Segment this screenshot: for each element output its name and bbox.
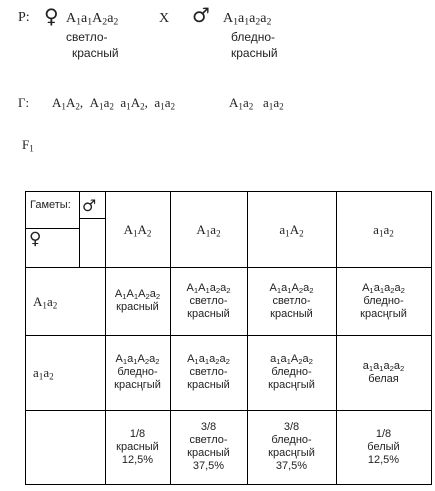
offspring-cell: [105, 335, 170, 410]
offspring-cell: [247, 335, 336, 410]
summary-percent: 37,5%: [192, 460, 225, 472]
offspring-genotype: $a_1a_1A_2a_2$: [270, 353, 313, 366]
offspring-phenotype: белая: [368, 372, 399, 385]
gamete: $a_1A_2$: [120, 95, 145, 112]
column-header-gamete: $a_1a_2$: [373, 221, 394, 238]
gamete: $A_1a_2$: [229, 95, 254, 112]
male-genotype: $A_1a_1a_2a_2$: [223, 11, 272, 28]
offspring-phenotype: красный: [116, 301, 159, 313]
offspring-phenotype: бледно-: [363, 294, 404, 307]
offspring-cell: [170, 267, 247, 335]
female-symbol-icon: ♀: [29, 229, 42, 249]
summary-phenotype: красный: [116, 440, 159, 453]
summary-phenotype: светло-: [189, 434, 228, 446]
summary-phenotype: красңгый: [268, 447, 315, 459]
offspring-phenotype: красный: [187, 379, 230, 391]
summary-cell: [247, 410, 336, 484]
summary-ratio: 1/8: [375, 427, 392, 440]
p-label: P:: [18, 10, 30, 25]
offspring-genotype: $A_1a_1a_2a_2$: [362, 281, 405, 295]
offspring-phenotype: бледно-: [117, 366, 158, 378]
male-symbol-icon: ♂: [192, 3, 210, 27]
summary-phenotype: белый: [367, 440, 400, 453]
offspring-genotype: $A_1a_1a_2a_2$: [187, 353, 230, 366]
summary-ratio: 3/8: [200, 421, 217, 433]
offspring-genotype: $A_1A_1a_2a_2$: [186, 281, 231, 295]
summary-percent: 12,5%: [367, 453, 400, 466]
summary-percent: 37,5%: [275, 460, 308, 472]
offspring-cell: [170, 335, 247, 410]
summary-ratio: 3/8: [283, 421, 300, 433]
offspring-cell: [336, 335, 431, 410]
g-label: Г:: [18, 95, 30, 110]
male-phenotype-line2: красный: [231, 46, 278, 60]
summary-cell: [336, 410, 431, 484]
corner-label: Гаметы:: [30, 199, 71, 211]
punnett-table: [25, 191, 432, 485]
female-phenotype-line1: светло-: [66, 30, 108, 44]
offspring-genotype: $A_1A_1A_2a_2$: [114, 288, 161, 301]
offspring-cell: [105, 267, 170, 335]
column-header-gamete: $A_1A_2$: [123, 221, 152, 238]
offspring-phenotype: светло-: [189, 294, 228, 307]
gamete: $A_1a_2$: [89, 95, 114, 112]
female-symbol-icon: ♀: [44, 4, 59, 28]
row-header-gamete: $A_1a_2$: [33, 293, 58, 310]
male-symbol-icon: ♂: [82, 196, 97, 215]
gamete: $A_1A_2$: [52, 95, 80, 112]
offspring-phenotype: красный: [270, 307, 313, 320]
female-genotype: $A_1a_1A_2a_2$: [66, 11, 119, 28]
gamete: $a_1a_2$: [263, 95, 284, 112]
offspring-cell: [336, 267, 431, 335]
female-phenotype-line2: красный: [72, 46, 119, 60]
offspring-phenotype: светло-: [189, 366, 228, 378]
f1-label: $F_1$: [22, 137, 34, 154]
offspring-phenotype: бледно-: [271, 366, 312, 378]
offspring-genotype: $A_1a_1A_2a_2$: [269, 281, 314, 295]
cross-sign: Х: [159, 11, 170, 26]
gamete: $a_1a_2$: [154, 95, 176, 112]
row-header-gamete: $a_1a_2$: [33, 365, 54, 382]
offspring-cell: [247, 267, 336, 335]
female-gametes: $A_1A_2$, $A_1a_2$ $a_1A_2$, $a_1a_2$: [52, 95, 176, 112]
column-header-gamete: $A_1a_2$: [196, 221, 221, 238]
offspring-phenotype: красңгый: [360, 307, 407, 320]
male-gametes: [229, 95, 284, 111]
offspring-phenotype: красңгый: [268, 379, 315, 391]
offspring-phenotype: светло-: [272, 294, 311, 307]
column-header-gamete: $a_1A_2$: [279, 221, 304, 238]
offspring-genotype: $a_1a_1a_2a_2$: [362, 359, 405, 373]
offspring-phenotype: красный: [187, 307, 230, 320]
offspring-phenotype: красңгый: [114, 379, 161, 391]
summary-ratio: 1/8: [129, 427, 146, 440]
summary-phenotype: красный: [187, 447, 230, 459]
summary-cell: [105, 410, 170, 484]
offspring-genotype: $A_1a_1A_2a_2$: [115, 353, 160, 366]
summary-cell: [170, 410, 247, 484]
summary-phenotype: бледно-: [271, 434, 312, 446]
male-phenotype-line1: бледно-: [231, 30, 276, 44]
summary-percent: 12,5%: [121, 453, 154, 466]
